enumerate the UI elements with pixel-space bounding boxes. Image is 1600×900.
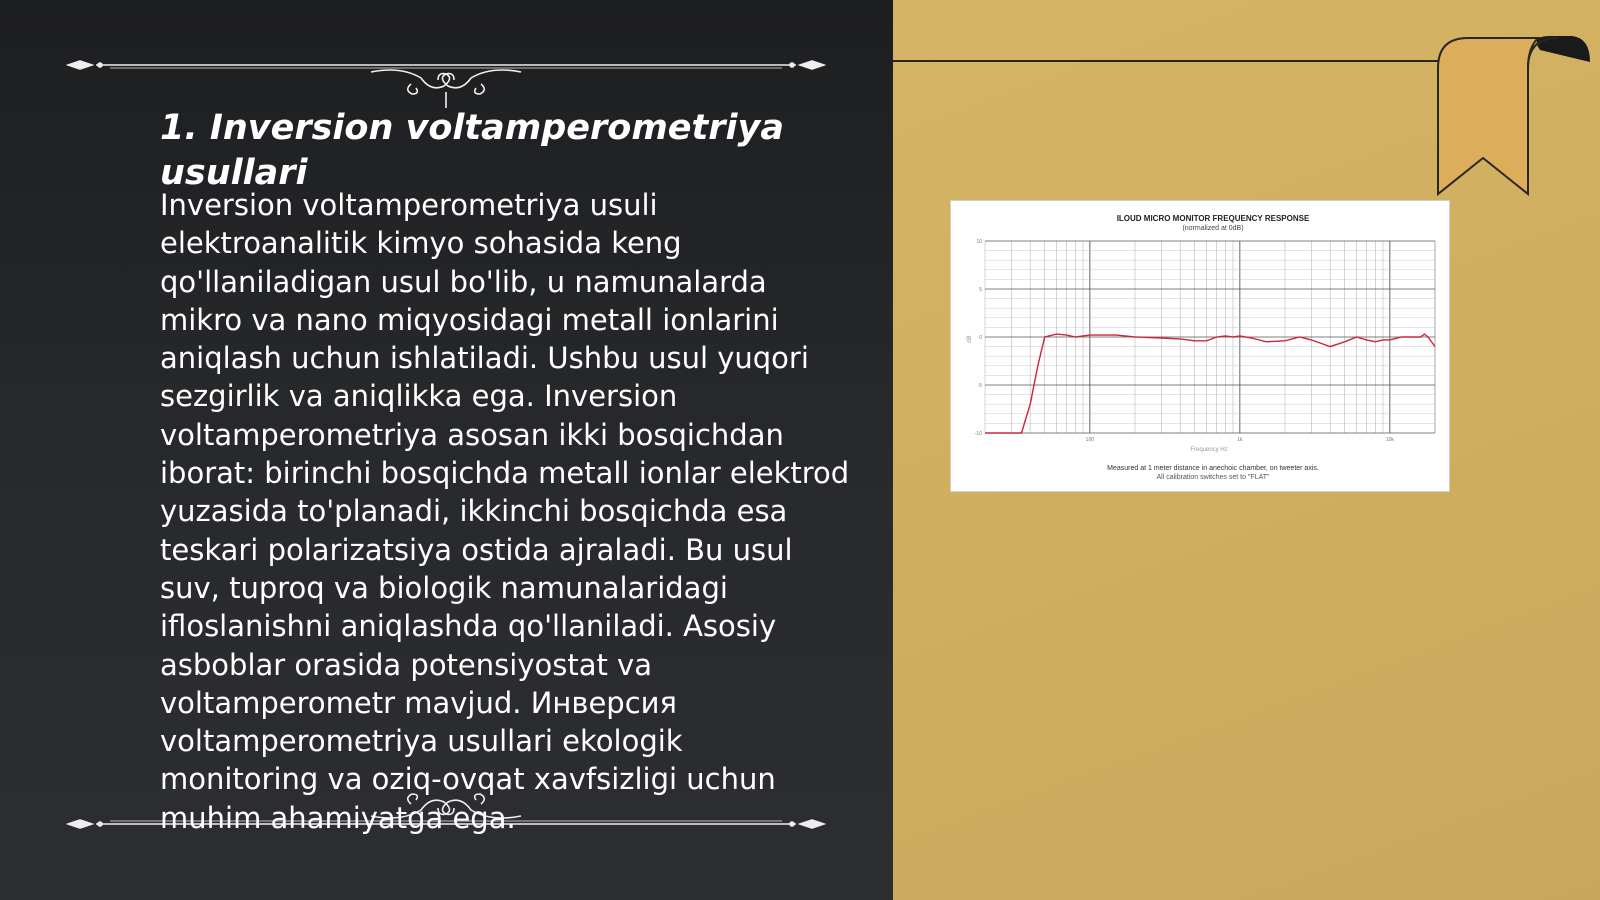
chart-y-tick-label: -5 [977,383,982,389]
chart-x-tick-label: 10k [1385,437,1394,443]
chart-footnote-measurement: Measured at 1 meter distance in anechoic chamber, on tweeter axis. [1107,465,1319,472]
horizontal-divider-line [893,60,1448,62]
bookmark-ribbon-icon [1430,34,1590,204]
frequency-response-chart [950,200,1450,492]
chart-title: ILOUD MICRO MONITOR FREQUENCY RESPONSE [1116,214,1310,223]
chart-gridlines [985,241,1435,433]
chart-subtitle: (normalized at 0dB) [1182,225,1244,232]
chart-y-tick-label: -10 [974,431,982,437]
chart-series-line [985,334,1435,433]
chart-x-tick-label: 100 [1085,437,1095,443]
chart-x-axis-label: Frequency Hz [1190,447,1228,453]
chart-y-axis-label: dB [967,335,973,343]
slide-body-text: Inversion voltamperometriya usuli elektroanalitik kimyo sohasida keng qo'llaniladigan usul bo'lib, u namunalarda mikro va nano miqyosidagi metall ionlarini aniqlash uchun ishlatiladi. Ushbu usul yuqori sezgirlik va aniqlikka ega. Inversion voltamperometriya asosan ikki bosqichdan iborat: birinchi bosqichda metall ionlar elektrod yuzasida to'planadi, ikkinchi bosqichda esa teskari polarizatsiya ostida ajraladi. Bu usul suv, tuproq va biologik namunalaridagi ifloslanishni aniqlashda qo'llaniladi. Asosiy asboblar orasida potensiyostat va voltamperometr mavjud. Инверсия voltamperometriya usullari ekologik monitoring va oziq-ovqat xavfsizligi uchun muhim ahamiyatga ega. [160,188,850,835]
chart-y-tick-label: 5 [979,287,982,293]
chart-footnote-switches: All calibration switches set to "FLAT" [1156,474,1270,481]
chart-svg [951,201,1449,491]
slide-title: 1. Inversion voltamperometriya usullari [160,108,784,193]
chart-x-tick-label: 1k [1237,437,1243,443]
top-decorative-border-icon [66,48,826,108]
chart-y-tick-label: 0 [979,335,982,341]
chart-y-tick-label: 10 [976,239,982,245]
